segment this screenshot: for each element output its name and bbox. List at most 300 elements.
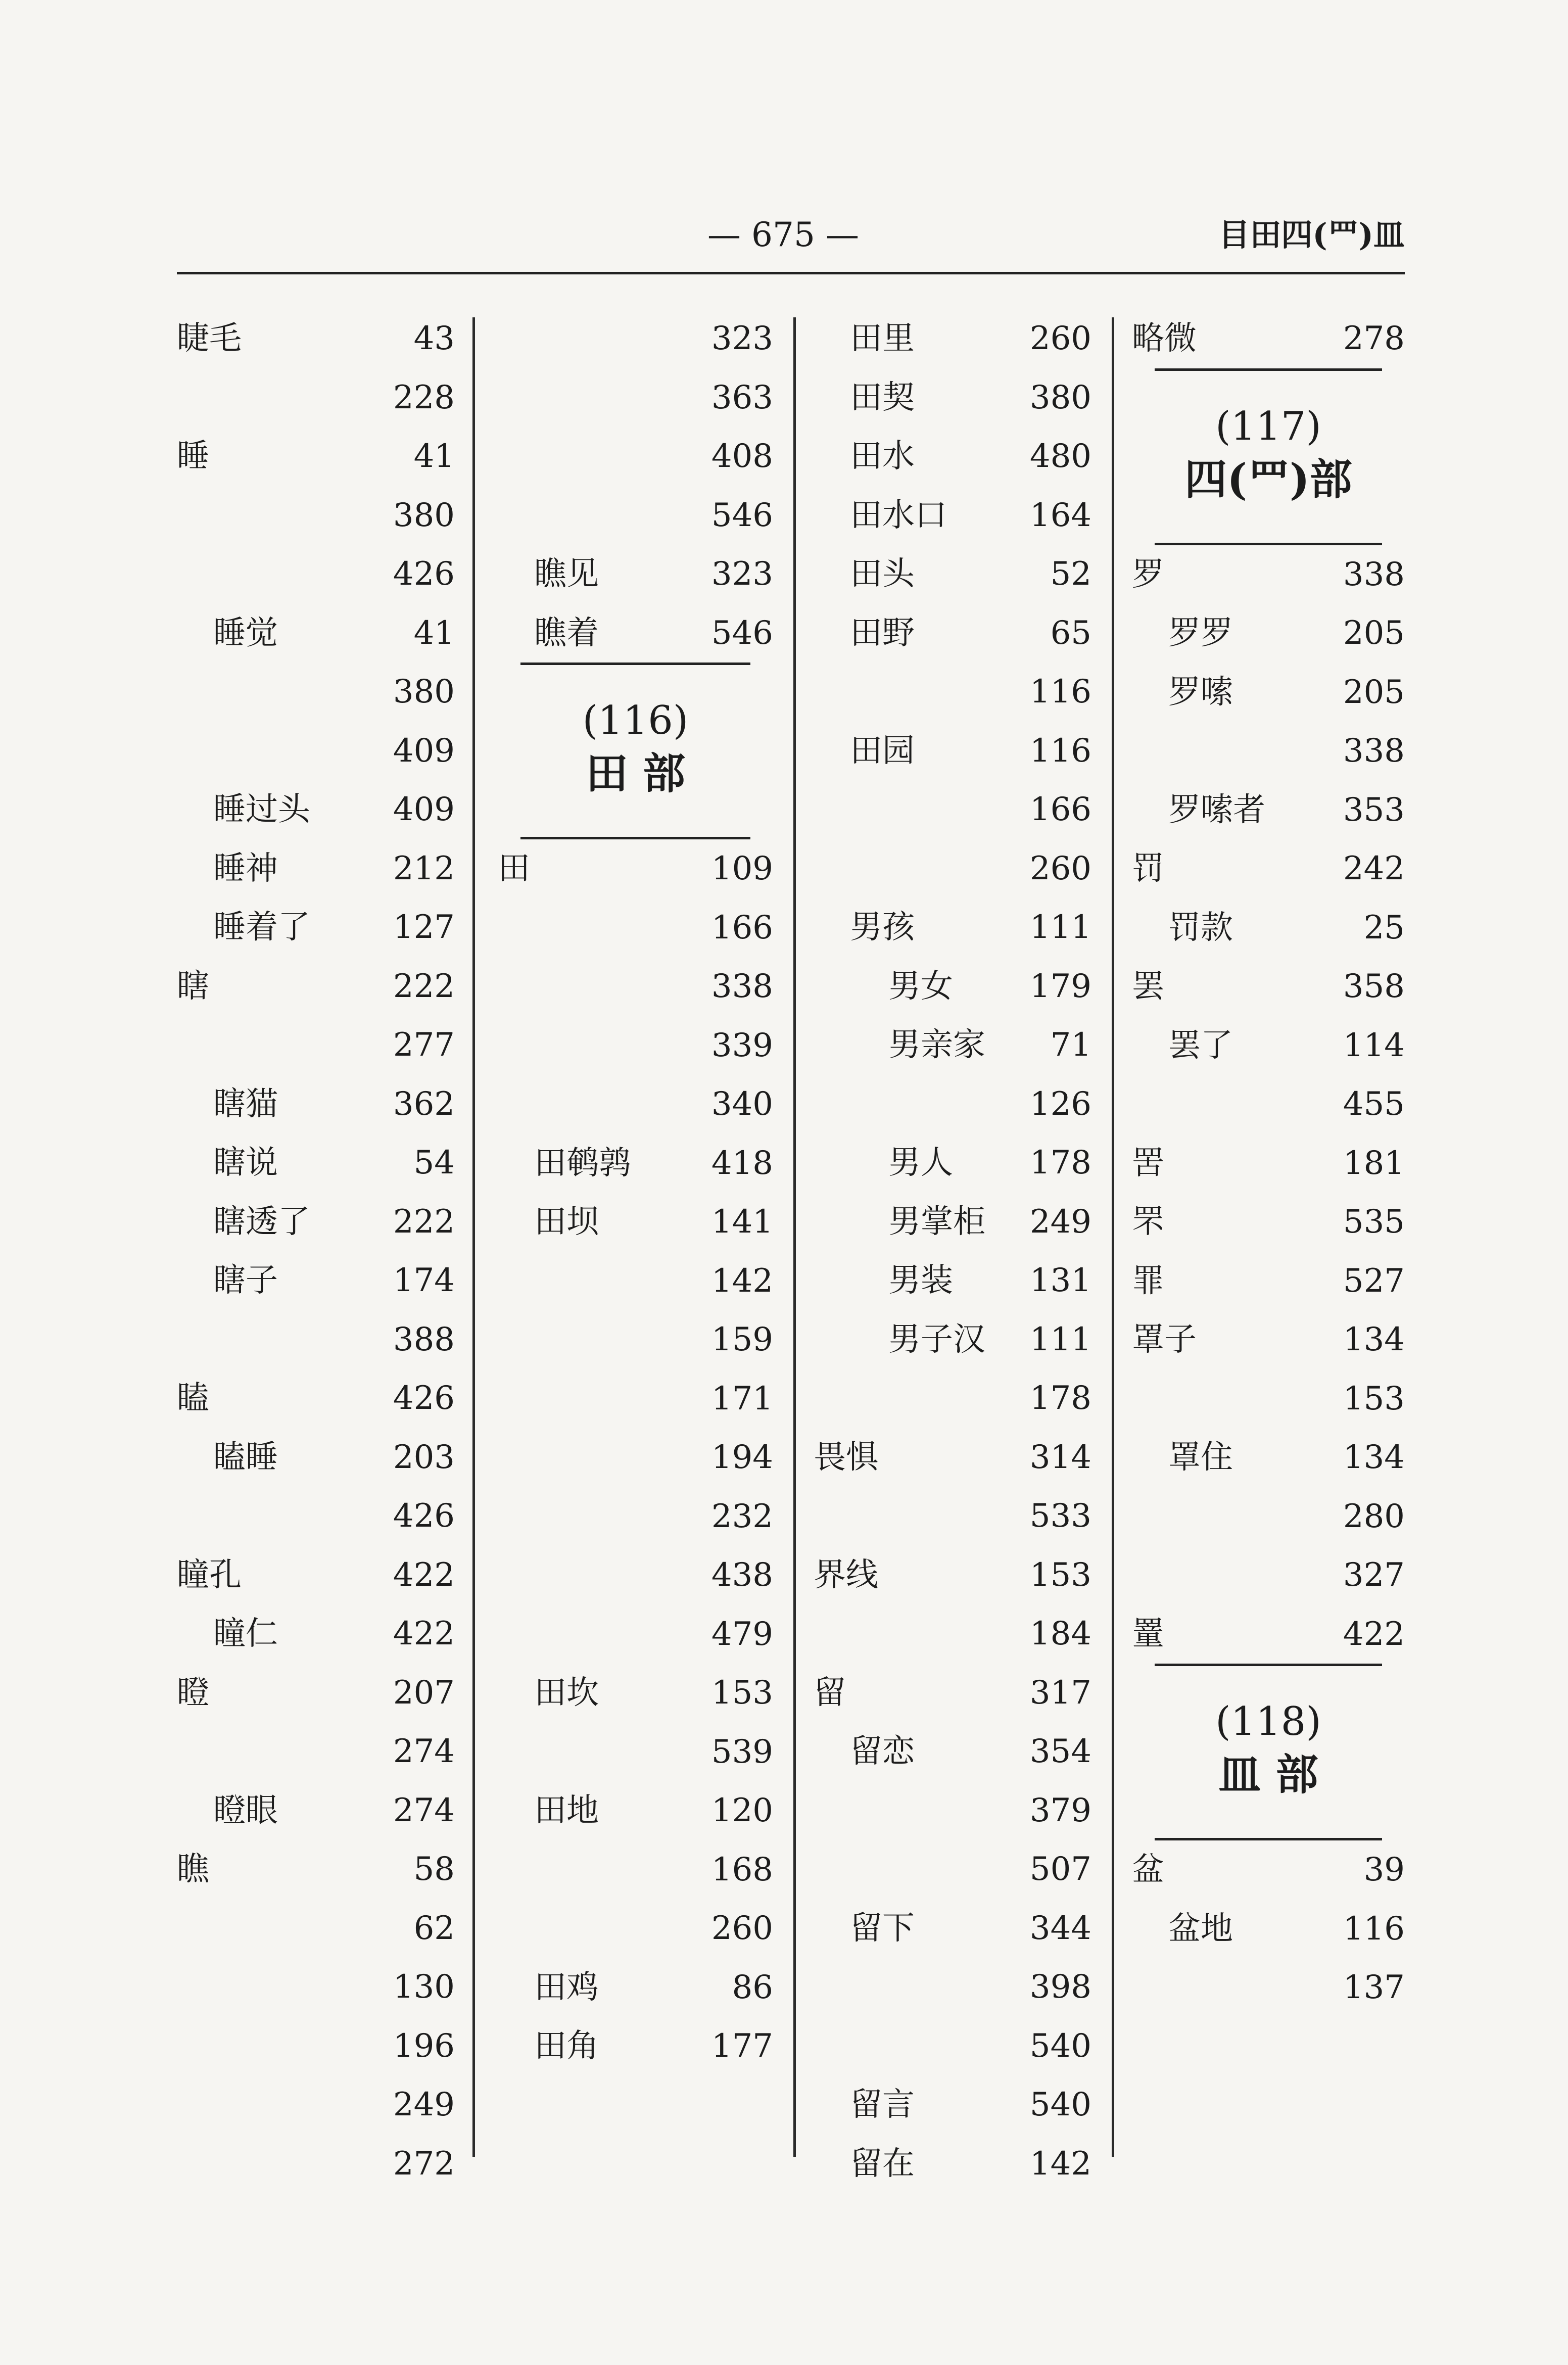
- index-entry: [177, 2017, 455, 2076]
- entry-page: 358: [1343, 968, 1405, 1005]
- entry-term: 罚: [1132, 850, 1164, 887]
- entry-term: 瞪眼: [213, 1791, 278, 1829]
- index-entry: [498, 1723, 773, 1782]
- index-entry: [1132, 1840, 1405, 1900]
- index-entry: [814, 839, 1091, 898]
- index-entry: [814, 1664, 1091, 1723]
- entry-page: 353: [1343, 791, 1405, 829]
- entry-page: 71: [1050, 1026, 1091, 1064]
- entry-page: 388: [393, 1320, 455, 1358]
- entry-page: 272: [393, 2145, 455, 2183]
- index-entry: [177, 1840, 455, 1899]
- index-entry: [1132, 663, 1405, 722]
- entry-term: 瞧: [177, 1851, 209, 1888]
- entry-page: 178: [1029, 1380, 1091, 1417]
- entry-page: 418: [711, 1144, 773, 1182]
- index-entry: [814, 1899, 1091, 1958]
- entry-term: 盆地: [1168, 1910, 1233, 1948]
- index-entry: [1132, 1016, 1405, 1075]
- entry-term: 田头: [850, 555, 915, 593]
- index-entry: [177, 604, 455, 663]
- index-entry: [814, 1016, 1091, 1075]
- entry-page: 142: [1029, 2145, 1091, 2183]
- index-column-4: [1132, 309, 1405, 2017]
- entry-term: 留在: [850, 2145, 915, 2183]
- entry-page: 178: [1029, 1144, 1091, 1181]
- entry-page: 52: [1050, 555, 1091, 593]
- index-entry: [177, 1133, 455, 1193]
- entry-page: 86: [732, 1968, 773, 2006]
- entry-page: 120: [711, 1792, 773, 1829]
- section-number: (116): [582, 698, 689, 743]
- entry-term: 睡神: [213, 849, 278, 887]
- index-entry: [498, 427, 773, 486]
- entry-page: 274: [393, 1733, 455, 1770]
- entry-page: 116: [1343, 1910, 1405, 1948]
- entry-term: 瞎透了: [213, 1203, 310, 1241]
- index-entry: [498, 839, 773, 898]
- entry-page: 426: [393, 1380, 455, 1417]
- entry-term: 睡觉: [213, 614, 278, 652]
- entry-page: 164: [1029, 496, 1091, 534]
- index-entry: [814, 1428, 1091, 1487]
- index-entry: [1132, 1900, 1405, 1959]
- index-entry: [814, 368, 1091, 428]
- index-entry: [498, 1193, 773, 1252]
- entry-page: 111: [1029, 909, 1091, 946]
- index-entry: [177, 839, 455, 898]
- entry-term: 罗: [1132, 555, 1164, 593]
- entry-page: 41: [413, 614, 455, 652]
- entry-page: 184: [1029, 1615, 1091, 1652]
- entry-term: 田里: [850, 320, 915, 357]
- entry-page: 205: [1343, 614, 1405, 652]
- entry-page: 207: [393, 1674, 455, 1712]
- index-entry: [498, 1840, 773, 1900]
- entry-term: 瞎说: [213, 1144, 278, 1181]
- entry-page: 166: [1029, 791, 1091, 828]
- entry-page: 130: [393, 1968, 455, 2006]
- entry-page: 109: [711, 850, 773, 887]
- entry-term: 睡过头: [213, 791, 310, 828]
- entry-page: 408: [711, 438, 773, 475]
- index-entry: [177, 722, 455, 781]
- index-entry: [814, 486, 1091, 545]
- entry-term: 睡: [177, 438, 209, 475]
- entry-page: 380: [393, 496, 455, 534]
- index-entry: [177, 2135, 455, 2194]
- entry-term: 瞎子: [213, 1262, 278, 1299]
- entry-page: 277: [393, 1026, 455, 1064]
- index-entry: [498, 1075, 773, 1134]
- index-entry: [498, 1781, 773, 1840]
- column-divider: [1112, 317, 1114, 2157]
- index-column-2: [498, 309, 773, 2076]
- entry-page: 260: [1029, 849, 1091, 887]
- index-entry: [498, 1310, 773, 1369]
- section-title: 田 部: [585, 748, 686, 798]
- index-entry: [177, 1958, 455, 2017]
- entry-term: 罢: [1132, 968, 1164, 1005]
- index-entry: [177, 957, 455, 1016]
- entry-term: 男亲家: [888, 1026, 985, 1064]
- entry-page: 39: [1363, 1851, 1405, 1888]
- entry-term: 界线: [814, 1556, 878, 1594]
- entry-page: 546: [711, 614, 773, 652]
- entry-page: 339: [711, 1026, 773, 1064]
- index-entry: [814, 1722, 1091, 1781]
- index-entry: [814, 1369, 1091, 1428]
- entry-page: 174: [393, 1262, 455, 1299]
- index-entry: [1132, 1310, 1405, 1369]
- index-entry: [1132, 1134, 1405, 1193]
- entry-page: 426: [393, 1497, 455, 1535]
- entry-page: 142: [711, 1262, 773, 1300]
- index-column-1: [177, 309, 455, 2193]
- entry-term: 田野: [850, 614, 915, 652]
- entry-page: 171: [711, 1380, 773, 1417]
- index-entry: [814, 1075, 1091, 1134]
- index-entry: [498, 1899, 773, 1958]
- entry-page: 194: [711, 1439, 773, 1476]
- entry-page: 54: [413, 1144, 455, 1181]
- entry-page: 323: [711, 320, 773, 357]
- index-entry: [177, 486, 455, 545]
- entry-page: 362: [393, 1085, 455, 1123]
- entry-term: 罿: [1132, 1615, 1164, 1653]
- index-entry: [177, 1310, 455, 1369]
- entry-page: 278: [1343, 320, 1405, 357]
- index-entry: [1132, 722, 1405, 781]
- index-entry: [1132, 839, 1405, 898]
- entry-page: 426: [393, 555, 455, 593]
- entry-term: 田契: [850, 379, 915, 416]
- index-entry: [1132, 1958, 1405, 2017]
- entry-term: 瞎猫: [213, 1085, 278, 1123]
- section-heading: [498, 663, 773, 839]
- index-entry: [1132, 1193, 1405, 1252]
- entry-page: 137: [1343, 1969, 1405, 2006]
- entry-page: 280: [1343, 1497, 1405, 1535]
- index-entry: [1132, 1428, 1405, 1487]
- entry-term: 瞧着: [534, 614, 599, 652]
- section-header: 目田四(罒)皿: [1218, 216, 1405, 253]
- entry-page: 260: [711, 1910, 773, 1947]
- entry-page: 507: [1029, 1851, 1091, 1888]
- section-heading: [1132, 1664, 1405, 1840]
- index-entry: [1132, 1546, 1405, 1605]
- entry-term: 瞳仁: [213, 1615, 278, 1652]
- index-entry: [814, 722, 1091, 781]
- entry-page: 379: [1029, 1791, 1091, 1829]
- entry-term: 田水口: [850, 496, 947, 534]
- entry-page: 212: [393, 849, 455, 887]
- index-entry: [814, 663, 1091, 722]
- entry-term: 瞧见: [534, 555, 599, 593]
- entry-term: 田鸡: [534, 1968, 599, 2006]
- entry-page: 196: [393, 2027, 455, 2065]
- entry-term: 罗罗: [1168, 614, 1233, 652]
- entry-page: 116: [1029, 732, 1091, 770]
- entry-page: 380: [393, 673, 455, 711]
- entry-term: 田水: [850, 438, 915, 475]
- entry-page: 228: [393, 379, 455, 416]
- entry-page: 116: [1029, 673, 1091, 711]
- entry-term: 罢了: [1168, 1026, 1233, 1064]
- index-entry: [814, 545, 1091, 604]
- entry-term: 罪: [1132, 1262, 1164, 1300]
- index-entry: [814, 2017, 1091, 2076]
- entry-page: 25: [1363, 909, 1405, 947]
- index-entry: [177, 663, 455, 722]
- index-entry: [498, 1252, 773, 1311]
- index-entry: [177, 309, 455, 368]
- index-entry: [177, 1487, 455, 1546]
- index-entry: [498, 368, 773, 428]
- entry-page: 181: [1343, 1144, 1405, 1182]
- index-entry: [814, 1604, 1091, 1664]
- entry-term: 罚款: [1168, 909, 1233, 947]
- entry-page: 438: [711, 1556, 773, 1594]
- entry-term: 田鹌鹑: [534, 1144, 631, 1182]
- entry-term: 罗嗦者: [1168, 791, 1265, 829]
- entry-page: 540: [1029, 2086, 1091, 2123]
- index-entry: [498, 898, 773, 958]
- index-entry: [1132, 781, 1405, 840]
- index-entry: [177, 427, 455, 486]
- index-entry: [177, 1546, 455, 1605]
- index-entry: [814, 1193, 1091, 1252]
- entry-term: 畏惧: [814, 1438, 878, 1476]
- entry-term: 田地: [534, 1792, 599, 1829]
- index-entry: [498, 1605, 773, 1664]
- index-entry: [177, 1722, 455, 1781]
- index-entry: [498, 545, 773, 604]
- entry-page: 338: [711, 968, 773, 1005]
- index-entry: [177, 1664, 455, 1723]
- entry-term: 瞌睡: [213, 1438, 278, 1476]
- header-rule: [177, 272, 1405, 274]
- index-entry: [177, 1251, 455, 1310]
- index-entry: [814, 309, 1091, 368]
- index-entry: [177, 898, 455, 957]
- entry-term: 瞳孔: [177, 1556, 242, 1594]
- entry-term: 田角: [534, 2027, 599, 2065]
- entry-page: 166: [711, 909, 773, 947]
- entry-page: 58: [413, 1851, 455, 1888]
- index-entry: [177, 1604, 455, 1664]
- entry-page: 242: [1343, 850, 1405, 887]
- entry-term: 田园: [850, 732, 915, 770]
- entry-page: 222: [393, 967, 455, 1005]
- index-entry: [177, 1193, 455, 1252]
- index-entry: [177, 1899, 455, 1958]
- section-heading: [1132, 368, 1405, 545]
- entry-term: 睫毛: [177, 320, 242, 357]
- index-entry: [814, 898, 1091, 957]
- index-entry: [814, 1310, 1091, 1369]
- entry-page: 317: [1029, 1674, 1091, 1712]
- index-entry: [814, 1251, 1091, 1310]
- entry-page: 168: [711, 1851, 773, 1888]
- entry-page: 409: [393, 791, 455, 828]
- entry-page: 232: [711, 1497, 773, 1535]
- entry-page: 111: [1029, 1320, 1091, 1358]
- entry-page: 179: [1029, 967, 1091, 1005]
- entry-term: 睡着了: [213, 909, 310, 946]
- section-title: 四(罒)部: [1184, 454, 1352, 504]
- section-title: 皿 部: [1218, 1749, 1318, 1800]
- entry-page: 535: [1343, 1203, 1405, 1241]
- entry-page: 422: [393, 1556, 455, 1594]
- entry-page: 43: [413, 320, 455, 357]
- entry-page: 340: [711, 1085, 773, 1123]
- index-entry: [177, 1369, 455, 1428]
- entry-term: 留下: [850, 1909, 915, 1947]
- section-rule: [1155, 368, 1382, 371]
- entry-page: 222: [393, 1203, 455, 1241]
- entry-page: 153: [1343, 1380, 1405, 1417]
- entry-term: 田: [498, 850, 530, 887]
- entry-page: 249: [1029, 1203, 1091, 1241]
- entry-term: 田坝: [534, 1203, 599, 1241]
- entry-page: 249: [393, 2086, 455, 2123]
- entry-page: 409: [393, 732, 455, 770]
- entry-term: 略微: [1132, 320, 1197, 357]
- section-rule: [520, 663, 750, 665]
- entry-page: 62: [413, 1909, 455, 1947]
- entry-page: 422: [1343, 1615, 1405, 1653]
- entry-page: 527: [1343, 1262, 1405, 1300]
- index-entry: [1132, 898, 1405, 958]
- entry-page: 338: [1343, 555, 1405, 593]
- index-entry: [1132, 309, 1405, 368]
- entry-page: 338: [1343, 732, 1405, 770]
- entry-page: 540: [1029, 2027, 1091, 2065]
- entry-page: 205: [1343, 673, 1405, 711]
- entry-page: 539: [711, 1733, 773, 1771]
- index-entry: [498, 486, 773, 545]
- index-entry: [177, 1781, 455, 1840]
- entry-term: 男装: [888, 1262, 953, 1299]
- entry-page: 126: [1029, 1085, 1091, 1123]
- index-entry: [814, 957, 1091, 1016]
- index-entry: [814, 1781, 1091, 1840]
- index-entry: [814, 427, 1091, 486]
- entry-page: 134: [1343, 1321, 1405, 1358]
- entry-page: 41: [413, 438, 455, 475]
- entry-page: 344: [1029, 1909, 1091, 1947]
- index-entry: [1132, 545, 1405, 604]
- index-entry: [814, 1546, 1091, 1605]
- index-entry: [498, 1428, 773, 1487]
- entry-page: 323: [711, 555, 773, 593]
- column-divider: [793, 317, 796, 2157]
- index-entry: [814, 1958, 1091, 2017]
- entry-page: 260: [1029, 320, 1091, 357]
- index-entry: [1132, 957, 1405, 1016]
- index-entry: [498, 1487, 773, 1546]
- entry-page: 65: [1050, 614, 1091, 652]
- entry-page: 314: [1029, 1438, 1091, 1476]
- index-entry: [814, 1133, 1091, 1193]
- entry-page: 153: [1029, 1556, 1091, 1594]
- entry-page: 455: [1343, 1085, 1405, 1123]
- index-entry: [1132, 1252, 1405, 1311]
- index-entry: [1132, 604, 1405, 663]
- entry-page: 153: [711, 1674, 773, 1712]
- index-entry: [498, 2017, 773, 2076]
- entry-term: 留: [814, 1674, 846, 1712]
- index-entry: [177, 545, 455, 604]
- index-entry: [814, 1840, 1091, 1899]
- entry-term: 男人: [888, 1144, 953, 1181]
- page-number: — 675 —: [707, 215, 859, 254]
- entry-page: 274: [393, 1791, 455, 1829]
- index-column-3: [814, 309, 1091, 2193]
- index-entry: [1132, 1075, 1405, 1134]
- index-entry: [498, 604, 773, 663]
- entry-term: 田坎: [534, 1674, 599, 1712]
- index-entry: [814, 1487, 1091, 1546]
- index-entry: [177, 1075, 455, 1134]
- index-entry: [498, 309, 773, 368]
- entry-term: 男女: [888, 967, 953, 1005]
- index-entry: [498, 1546, 773, 1605]
- entry-page: 114: [1343, 1026, 1405, 1064]
- index-entry: [177, 2075, 455, 2135]
- entry-term: 罗嗦: [1168, 673, 1233, 711]
- entry-term: 男子汉: [888, 1320, 985, 1358]
- entry-term: 盆: [1132, 1851, 1164, 1888]
- entry-page: 177: [711, 2027, 773, 2065]
- entry-page: 327: [1343, 1556, 1405, 1594]
- entry-page: 141: [711, 1203, 773, 1241]
- index-entry: [498, 1134, 773, 1193]
- entry-term: 罩子: [1132, 1321, 1197, 1358]
- index-entry: [498, 1369, 773, 1429]
- entry-term: 瞪: [177, 1674, 209, 1712]
- entry-page: 203: [393, 1438, 455, 1476]
- index-entry: [814, 780, 1091, 839]
- entry-term: 瞌: [177, 1380, 209, 1417]
- entry-page: 380: [1029, 379, 1091, 416]
- index-entry: [177, 780, 455, 839]
- entry-page: 134: [1343, 1439, 1405, 1476]
- index-entry: [814, 2135, 1091, 2194]
- entry-term: 瞎: [177, 967, 209, 1005]
- entry-term: 罩住: [1168, 1439, 1233, 1476]
- entry-term: 留恋: [850, 1733, 915, 1770]
- index-entry: [814, 604, 1091, 663]
- entry-page: 546: [711, 496, 773, 534]
- index-entry: [177, 1016, 455, 1075]
- index-entry: [498, 1016, 773, 1075]
- entry-term: 留言: [850, 2086, 915, 2123]
- entry-page: 398: [1029, 1968, 1091, 2006]
- entry-page: 159: [711, 1321, 773, 1358]
- entry-page: 127: [393, 909, 455, 946]
- index-entry: [177, 1428, 455, 1487]
- index-entry: [1132, 1605, 1405, 1664]
- entry-term: 罘: [1132, 1203, 1164, 1241]
- entry-page: 479: [711, 1615, 773, 1653]
- index-entry: [498, 1958, 773, 2017]
- index-entry: [1132, 1487, 1405, 1546]
- section-rule: [1155, 1664, 1382, 1666]
- entry-page: 131: [1029, 1262, 1091, 1299]
- entry-page: 422: [393, 1615, 455, 1652]
